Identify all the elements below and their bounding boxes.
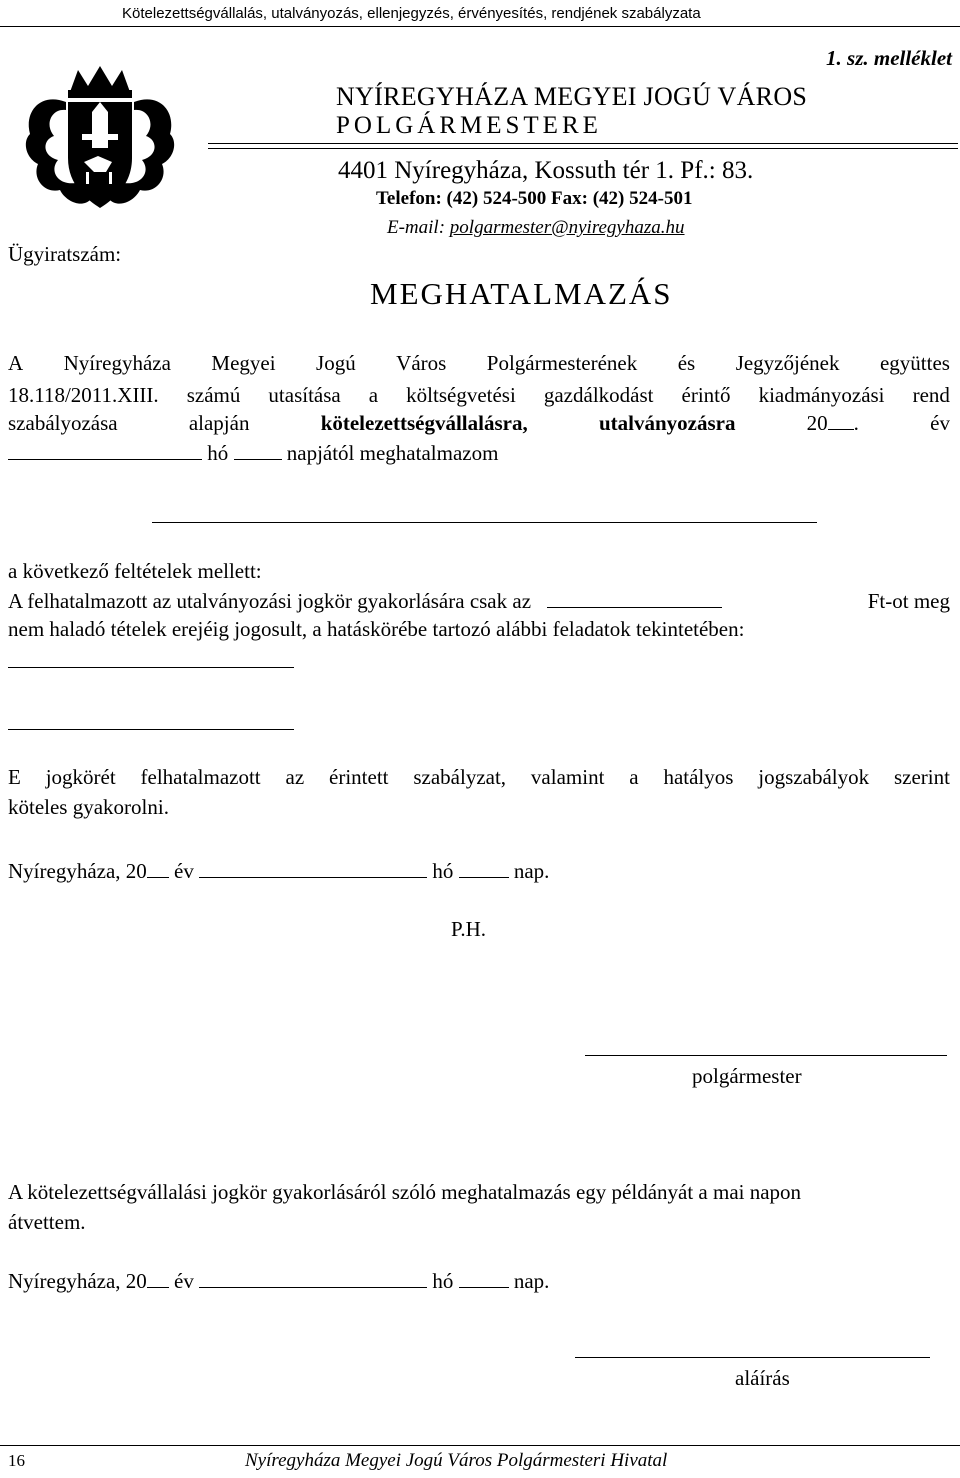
word: és: [677, 351, 696, 375]
word: a: [368, 383, 379, 407]
stamp-label: P.H.: [451, 917, 487, 941]
month-blank[interactable]: [8, 439, 202, 460]
decree-number: 18.118/2011.XIII.: [8, 383, 159, 407]
word: szerint: [893, 765, 950, 789]
word: alapján: [188, 411, 250, 435]
body-line-2: [8, 380, 950, 410]
day-blank[interactable]: [234, 439, 282, 460]
footer-rule: [0, 1445, 960, 1446]
word: költségvetési: [406, 383, 516, 407]
word: Jogú: [316, 351, 356, 375]
year-dot: .: [853, 411, 859, 435]
signature-line[interactable]: [575, 1357, 930, 1358]
year-label: év: [930, 411, 950, 435]
org-name: NYÍREGYHÁZA MEGYEI JOGÚ VÁROS: [336, 82, 808, 111]
word: gazdálkodást: [543, 383, 654, 407]
coat-of-arms-icon: [20, 62, 180, 222]
mayor-signature-label: polgármester: [692, 1064, 802, 1088]
annex-label: 1. sz. melléklet: [826, 46, 952, 70]
word: Város: [396, 351, 447, 375]
date-year-blank[interactable]: [147, 1267, 169, 1288]
mayor-signature-line[interactable]: [585, 1055, 947, 1056]
date-day-label: nap.: [513, 859, 550, 883]
limit-line: [8, 586, 950, 616]
body-line-3: [8, 408, 950, 438]
date-line-2: [8, 1266, 549, 1296]
date-month-blank[interactable]: [199, 1267, 427, 1288]
task-line-1[interactable]: [8, 667, 294, 668]
limit-text: [8, 586, 722, 616]
date-prefix: Nyíregyháza, 20: [8, 1269, 147, 1293]
running-header-title: Kötelezettségvállalás, utalványozás, ellenjegyzés, érvényesítés, rendjének szabályzata: [122, 5, 701, 22]
word: érintő: [681, 383, 731, 407]
document-title: MEGHATALMAZÁS: [370, 276, 673, 311]
limit-text-b: Ft-ot meg: [867, 589, 950, 613]
body-line-4: [8, 438, 498, 468]
word: jogkörét: [45, 765, 116, 789]
date-year-blank[interactable]: [147, 857, 169, 878]
word: Megyei: [211, 351, 276, 375]
limit-line-2: nem haladó tételek erejéig jogosult, a hatáskörébe tartozó alábbi feladatok tekintetében:: [8, 617, 745, 641]
word: Jegyzőjének: [735, 351, 840, 375]
address: 4401 Nyíregyháza, Kossuth tér 1. Pf.: 83.: [338, 157, 754, 184]
word: rend: [912, 383, 950, 407]
limit-text-a: A felhatalmazott az utalványozási jogkör gyakorlására csak az: [8, 589, 532, 613]
year-blank[interactable]: [828, 409, 854, 430]
word: szabályozása: [8, 411, 118, 435]
date-day-blank[interactable]: [459, 857, 509, 878]
header-rule: [0, 26, 960, 27]
file-number-label: Ügyiratszám:: [8, 242, 122, 266]
running-header: [0, 0, 960, 28]
word: jogszabályok: [758, 765, 870, 789]
date-year-label: év: [174, 859, 194, 883]
word: E: [8, 765, 21, 789]
word: kiadmányozási: [758, 383, 885, 407]
date-month-label: hó: [432, 1269, 454, 1293]
email-label: E-mail:: [387, 217, 450, 238]
word: Polgármesterének: [486, 351, 638, 375]
authorized-name-line[interactable]: [152, 522, 817, 523]
body-line-1: [8, 348, 950, 378]
signature-label: aláírás: [735, 1366, 790, 1390]
year-prefix: 20: [806, 411, 828, 435]
word: együttes: [879, 351, 950, 375]
phone-fax: Telefon: (42) 524-500 Fax: (42) 524-501: [376, 188, 693, 209]
word: a: [629, 765, 639, 789]
word: A: [8, 351, 24, 375]
word: utasítása: [268, 383, 341, 407]
date-prefix: Nyíregyháza, 20: [8, 859, 147, 883]
authorization-term: utalványozásra: [598, 411, 736, 435]
year-field: [807, 408, 859, 438]
date-month-label: hó: [432, 859, 454, 883]
commitment-term: kötelezettségvállalásra,: [320, 411, 528, 435]
org-sub: POLGÁRMESTERE: [336, 112, 602, 139]
email-line: [387, 217, 685, 239]
word: Nyíregyháza: [63, 351, 171, 375]
receipt-line-1: A kötelezettségvállalási jogkör gyakorlásáról szóló meghatalmazás egy példányát a mai napon: [8, 1180, 802, 1204]
word: az: [285, 765, 305, 789]
word: érintett: [329, 765, 389, 789]
page-number: 16: [8, 1451, 25, 1470]
email-link[interactable]: polgarmester@nyiregyhaza.hu: [449, 217, 685, 238]
word: hatályos: [663, 765, 734, 789]
month-label: hó: [207, 441, 229, 465]
date-line-1: [8, 856, 549, 886]
amount-blank[interactable]: [547, 587, 722, 608]
from-day-text: napjától meghatalmazom: [286, 441, 499, 465]
obligation-line-1: [8, 762, 950, 792]
word: szabályzat,: [413, 765, 507, 789]
footer-office: Nyíregyháza Megyei Jogú Város Polgármesteri Hivatal: [245, 1450, 668, 1471]
word: felhatalmazott: [140, 765, 261, 789]
word: valamint: [530, 765, 605, 789]
date-day-label: nap.: [513, 1269, 550, 1293]
task-line-2[interactable]: [8, 729, 294, 730]
obligation-line-2: köteles gyakorolni.: [8, 795, 169, 819]
word: számú: [186, 383, 241, 407]
date-day-blank[interactable]: [459, 1267, 509, 1288]
receipt-line-2: átvettem.: [8, 1210, 86, 1234]
date-year-label: év: [174, 1269, 194, 1293]
date-month-blank[interactable]: [199, 857, 427, 878]
letterhead-rule: [208, 143, 958, 149]
conditions-intro: a következő feltételek mellett:: [8, 559, 262, 583]
